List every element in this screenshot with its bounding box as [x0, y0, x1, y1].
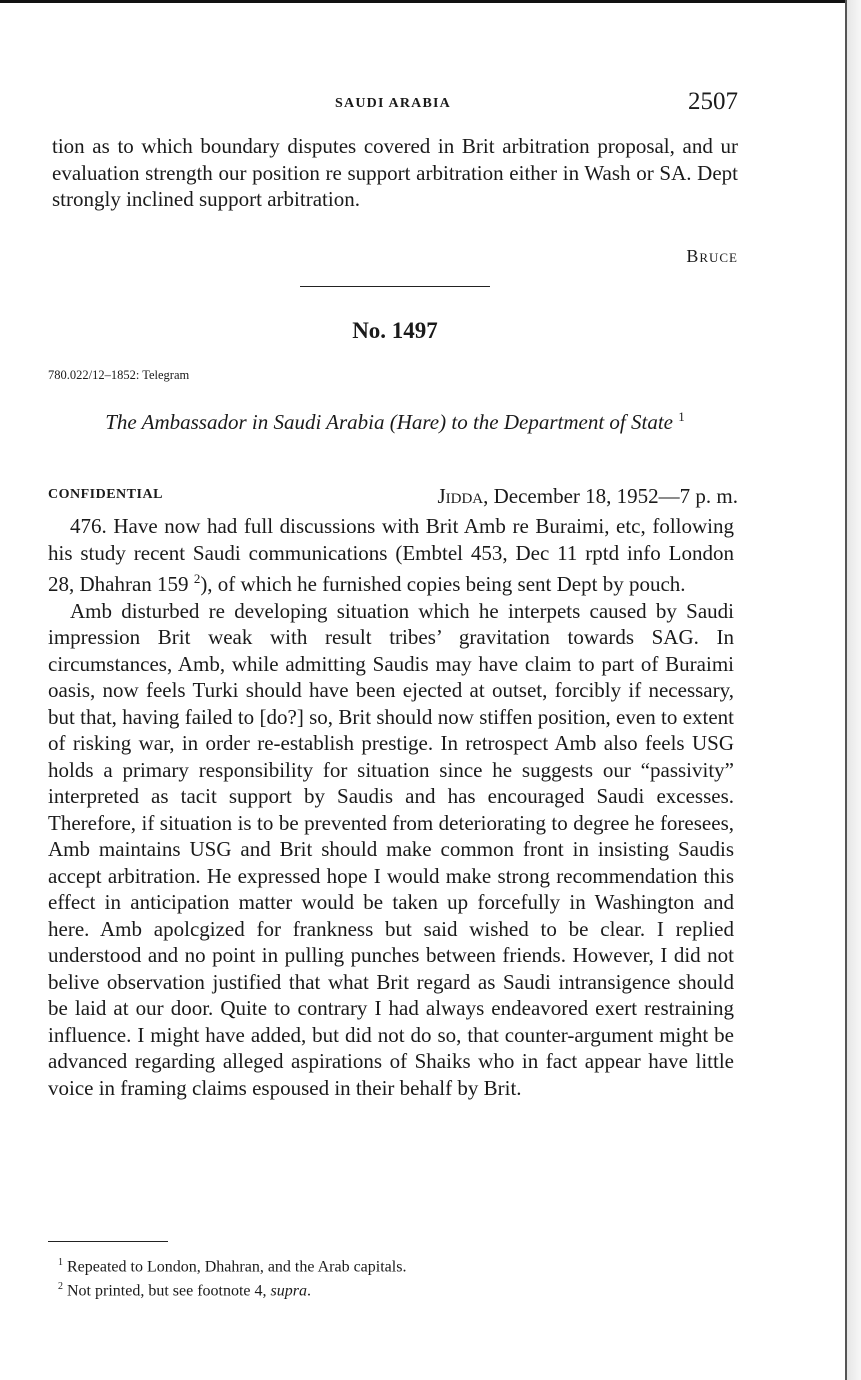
- document-heading: [70, 403, 720, 436]
- footnotes: [48, 1253, 748, 1302]
- continuation-paragraph: [52, 133, 738, 213]
- footnote-2-text: Not printed, but see footnote 4,: [63, 1282, 271, 1300]
- section-divider: [300, 286, 490, 287]
- top-border: [0, 0, 845, 3]
- paragraph-1: [48, 513, 734, 598]
- dateline-place: Jidda: [437, 484, 484, 508]
- page-edge-shadow: [847, 0, 861, 1380]
- footnote-1-text: Repeated to London, Dhahran, and the Arab capitals.: [63, 1258, 407, 1276]
- paragraph-2: Amb disturbed re developing situation which he interpets caused by Saudi impression Brit weak with result tribes’ gravitation towards SAG. In circumstances, Amb, while admitting Saudis may have claim to part of Buraimi oasis, now feels Turki should have been ejected at outset, forcibly if necessary, but that, having failed to [do?] so, Brit should now stiffen position, even to extent of risking war, in order re-establish prestige. In retrospect Amb also feels USG holds a primary responsibility for situation since he suggests our “passivity” interpreted as tacit support by Saudis and has encouraged Saudi excesses. Therefore, if situation is to be prevented from deteriorating to degree he foresees, Amb maintains USG and Brit should make common front in insisting Saudis accept arbitration. He expressed hope I would make strong recommendation this effect in anticipation matter would be taken up forcefully in Washington and here. Amb apolcgized for frankness but said wished to be clear. I replied understood and no point in pulling punches between friends. However, I did not belive observation justified that what Brit regard as Saudi intransigence should be laid at our door. Quite to contrary I had always endeavored exert restraining influence. I might have added, but did not do so, that counter-argument might be advanced regarding alleged aspirations of Shaiks who in fact appear have little voice in framing claims espoused in their behalf by Brit.: [48, 598, 734, 1100]
- running-title: SAUDI ARABIA: [335, 96, 451, 111]
- classification-line: [48, 484, 738, 510]
- dateline-date: , December 18, 1952—7 p. m.: [483, 484, 738, 508]
- message-body: [48, 513, 734, 1101]
- footnote-1: [48, 1253, 748, 1277]
- heading-text: The Ambassador in Saudi Arabia (Hare) to the Department of State: [105, 410, 673, 434]
- footnote-2-end: .: [306, 1282, 311, 1300]
- heading-footnote-ref: 1: [678, 409, 685, 424]
- paragraph-1-text-a: 476. Have now had full discussions with Brit Amb re Buraimi, etc, following his study recent Saudi communications (Embtel 453, Dec 11 rptd info London 28, Dhahran 159: [48, 514, 734, 596]
- footnote-1-mark: 1: [58, 1257, 63, 1268]
- signature: Bruce: [686, 246, 738, 266]
- classification-label: CONFIDENTIAL: [48, 487, 163, 502]
- paragraph-1-text-b: ), of which he furnished copies being sent Dept by pouch.: [200, 572, 686, 596]
- dateline: [437, 484, 738, 509]
- footnote-2-italic: supra: [270, 1282, 307, 1300]
- page-number: 2507: [688, 88, 738, 115]
- file-reference: 780.022/12–1852: Telegram: [48, 368, 190, 382]
- paragraph-1-footnote-ref: 2: [193, 571, 201, 586]
- continuation-text: tion as to which boundary disputes covered in Brit arbitration proposal, and ur evaluation strength our position re support arbitration either in Wash or SA. Dept strongly inclined support arbitration.: [52, 134, 738, 211]
- footnote-divider: [48, 1241, 168, 1242]
- footnote-2-mark: 2: [58, 1281, 63, 1293]
- footnote-2: [48, 1277, 748, 1301]
- document-number: No. 1497: [352, 318, 438, 343]
- running-head: [48, 88, 738, 122]
